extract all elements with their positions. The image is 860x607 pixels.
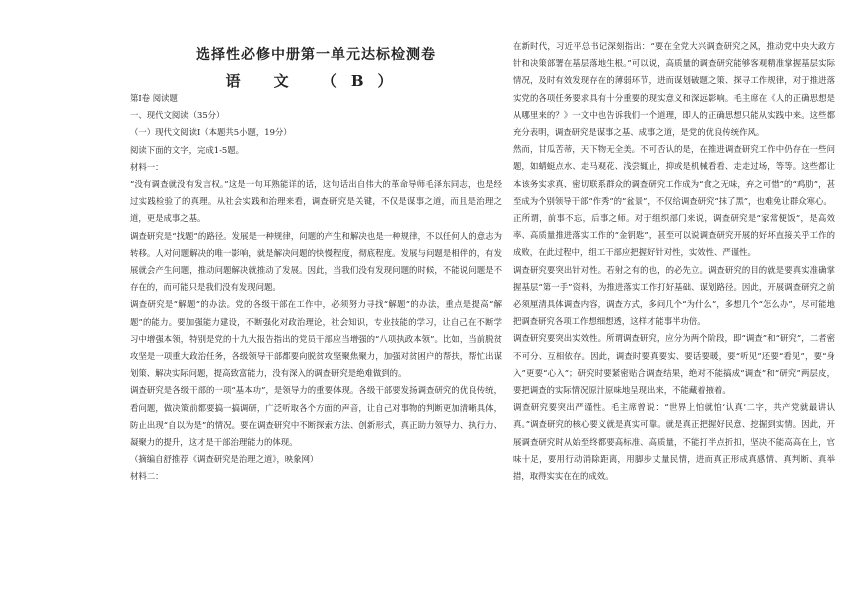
paragraph: “没有调查就没有发言权。”这是一句耳熟能详的话，这句话出自伟大的革命导师毛泽东同志，也是经过实践检验了的真理。从社会实践和治理来看，调查研究是关键，不仅是谋事之道，而且是治理之道，更是成事之基。 bbox=[130, 179, 502, 224]
binding-margin bbox=[0, 0, 18, 607]
paragraph: 调查研究是“解题”的办法。党的各级干部在工作中，必须努力寻找“解题”的办法，重点是提高“解题”的能力。要加强能力建设，不断强化对政治理论，社会知识，专业技能的学习，让自己在不断学习中增强本领，特别是党的十九大报告指出的党员干部应当增强的“八项执政本领”。比如，当前脱贫攻坚是一项重大政治任务，各级领导干部都要向脱贫攻坚聚焦聚力，加强对贫困户的帮扶，帮忙出谋划策、解决实际问题，提高致富能力，没有深入的调查研究是绝难做到的。 bbox=[130, 299, 502, 379]
paragraph: 正所谓，前事不忘，后事之师。对于组织部门来说，调查研究是“家常便饭”，是高效率、高质量推进落实工作的“金钥匙”，甚至可以说调查研究开展的好坏直接关乎工作的成败，在此过程中，组工干部应把握好针对性，实效性、严谨性。 bbox=[513, 213, 835, 258]
material-label: 材料一： bbox=[130, 161, 164, 172]
paragraph: 调查研究要突出针对性。若射之有的也，的必先立。调查研究的目的就是要真实准确掌握基层“第一手”资料，为推进落实工作打好基础、谋划路径。因此，开展调查研究之前必须厘清具体调查内容，调查方式，多问几个“为什么”，多想几个“怎么办”，尽可能地把调查研究各项工作想细想透，这样才能事半功倍。 bbox=[513, 264, 835, 327]
material-label: 材料二： bbox=[130, 471, 164, 482]
part-heading: 一、现代文阅读（35分） bbox=[130, 110, 225, 121]
paragraph: 然而，甘瓜苦蒂，天下物无全美。不可否认的是，在推进调查研究工作中仍存在一些问题，如蜻蜓点水、走马观花、浅尝辄止，抑或是机械看看、走走过场，等等。这些都让本该务实求真、密切联系群众的调查研究工作成为“食之无味，弃之可惜”的“鸡肋”，甚至成为个别领导干部“作秀”的“盆景”，不仅给调查研究“抹了黑”，也难免让群众寒心。 bbox=[513, 144, 835, 206]
instruction-text: 阅读下面的文字，完成1-5题。 bbox=[130, 144, 244, 155]
paragraph: 调查研究要突出严谨性。毛主席曾说：“世界上怕就怕‘认真’二字，共产党就最讲认真。”调查研究的核心要义就是真实可靠。就是真正把握好民意、挖掘到实情。因此，开展调查研究时从始至终都要高标准、高质量，不能打半点折扣，坚决不能高高在上，官味十足，要用行动消除距离，用脚步丈量民情，进而真正形成真感情、真判断、真举措，取得实实在在的成效。 bbox=[513, 402, 835, 482]
left-column bbox=[130, 90, 502, 486]
paragraph: 调查研究是“找题”的路径。发展是一种规律，问题的产生和解决也是一种规律，不以任何人的意志为转移。人对问题解决的唯一影响，就是解决问题的快慢程度，彻底程度。发展与问题是相伴的，有发展就会产生问题，推动问题解决就推动了发展。因此，当我们没有发现问题的时候，不能说问题是不存在的，而可能只是我们没有发现问题。 bbox=[130, 230, 502, 293]
page-title: 选择性必修中册第一单元达标检测卷 bbox=[196, 47, 436, 63]
page-subtitle: 语 文 （B） bbox=[225, 72, 407, 90]
subpart-heading: （一）现代文阅读Ⅰ（本题共5小题，19分） bbox=[130, 127, 292, 138]
paragraph: 调查研究要突出实效性。所谓调查研究，应分为两个阶段，即“调查”和“研究”，二者密不可分、互相依存。因此，调查时要真要实、要话要暖，要“听见”还要“看见”，要“身入”更要“心入”；研究时要紧密贴合调查结果，绝对不能搞成“调查”和“研究”两层皮，要把调查的实际情况原汁原味地呈现出来，不能藏着掖着。 bbox=[513, 333, 835, 396]
paragraph: 在新时代，习近平总书记深刻指出：“要在全党大兴调查研究之风，推动党中央大政方针和决策部署在基层落地生根。”可以说，高质量的调查研究能够客观精准掌握基层实际情况，及时有效发现存在的薄弱环节，进而谋划破题之策、探寻工作规律，对于推进落实党的各项任务要求具有十分重要的现实意义和深远影响。毛主席在《人的正确思想是从哪里来的？》一文中也告诉我们一个道理，即人的正确思想只能从实践中来。这些都充分表明，调查研究是谋事之基、成事之道，是党的优良传统作风。 bbox=[513, 41, 835, 138]
paragraph: 调查研究是各级干部的一项“基本功”，是领导力的重要体现。各级干部要发扬调查研究的优良传统，看问题，做决策前都要搞一搞调研，广泛听取各个方面的声音，让自己对事物的判断更加清晰具体，防止出现“自以为是”的情况。要在调查研究中不断探索方法、创新形式，真正助力领导力、执行力、凝聚力的提升，这才是干部治理能力的体现。 bbox=[130, 385, 502, 448]
section-heading: 第Ⅰ卷 阅读题 bbox=[130, 93, 178, 103]
source-citation: （摘编自舒推荐《调查研究是治理之道》，映象网） bbox=[130, 454, 319, 465]
right-column bbox=[513, 38, 835, 485]
